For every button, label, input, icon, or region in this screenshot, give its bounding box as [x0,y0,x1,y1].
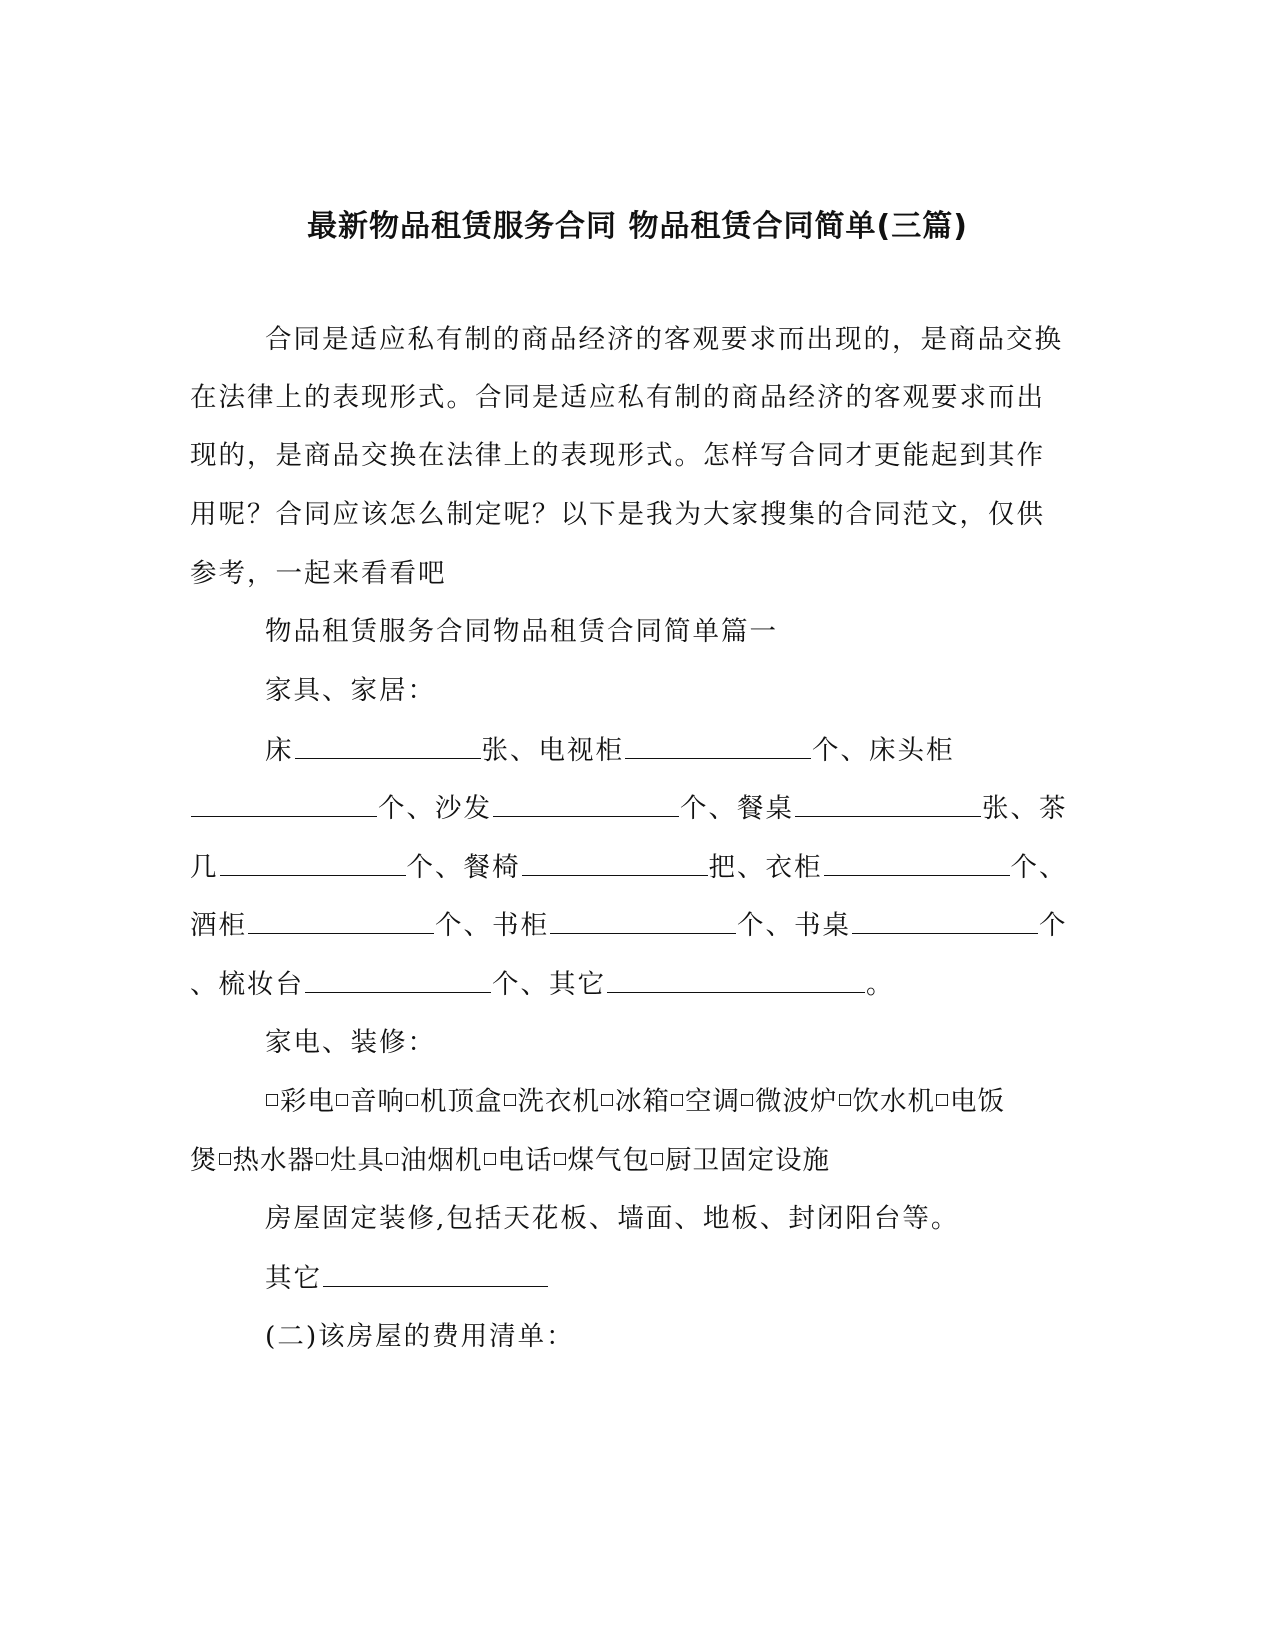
label-unit-2: 个 [1039,910,1068,941]
label-sofa: 个、沙发 [378,793,492,824]
appliance-label: 油烟机 [400,1145,483,1176]
appliance-checkbox[interactable] [484,1153,496,1165]
furniture-line-5 [190,966,895,1003]
intro-line-2: 在法律上的表现形式。合同是适应私有制的商品经济的客观要求而出 [190,382,1045,413]
label-wardrobe: 把、衣柜 [708,852,823,883]
appliance-label: 饮水机 [852,1086,935,1117]
appliance-checkbox[interactable] [504,1094,516,1106]
label-bookcase: 个、书柜 [435,910,549,941]
appliance-checkbox[interactable] [406,1094,418,1106]
appliance-label: 彩电 [280,1086,335,1117]
intro-line-3: 现的，是商品交换在法律上的表现形式。怎样写合同才更能起到其作 [190,440,1045,471]
dresser-blank[interactable] [305,966,491,993]
label-dining-chair: 个、餐椅 [406,852,521,883]
appliances-line-2 [190,1143,830,1179]
appliance-checkbox[interactable] [839,1094,851,1106]
appliance-label: 微波炉 [755,1086,838,1117]
tea-table-blank[interactable] [220,849,406,876]
appliance-label: 电话 [497,1145,553,1176]
appliance-checkbox[interactable] [266,1094,278,1106]
appliance-checkbox[interactable] [601,1094,613,1106]
other-furniture-blank[interactable] [607,966,865,993]
label-dresser: 、梳妆台 [190,969,304,1000]
period: 。 [866,969,895,1000]
appliance-checkbox[interactable] [671,1094,683,1106]
appliance-label: 煲 [190,1145,218,1176]
appliance-checkbox[interactable] [554,1153,566,1165]
intro-line-5: 参考，一起来看看吧 [190,558,447,589]
label-desk: 个、书桌 [737,910,851,941]
dining-table-blank[interactable] [795,790,981,817]
appliance-label: 机顶盒 [420,1086,503,1117]
appliance-checkbox[interactable] [741,1094,753,1106]
appliances-line-1 [265,1084,1005,1120]
label-other: 其它 [265,1263,322,1294]
label-wine-cabinet: 酒柜 [190,910,247,941]
furniture-line-4 [190,907,1068,944]
tv-cabinet-blank[interactable] [625,732,811,759]
intro-line-4: 用呢？合同应该怎么制定呢？以下是我为大家搜集的合同范文，仅供 [190,499,1045,530]
furniture-line-3 [190,849,1068,886]
label-nightstand: 个、床头柜 [812,735,955,766]
appliance-checkbox[interactable] [219,1153,231,1165]
appliance-checkbox[interactable] [651,1153,663,1165]
appliance-checkbox[interactable] [936,1094,948,1106]
wine-cabinet-blank[interactable] [248,907,434,934]
label-tea-table-part2: 几 [190,852,219,883]
furniture-heading: 家具、家居： [265,675,436,706]
bookcase-blank[interactable] [550,907,736,934]
appliance-label: 冰箱 [615,1086,670,1117]
decoration-line: 房屋固定装修,包括天花板、墙面、地板、封闭阳台等。 [265,1203,960,1234]
wardrobe-blank[interactable] [824,849,1010,876]
label-unit-1: 个、 [1010,852,1068,883]
label-tea-table-part1: 张、茶 [982,793,1068,824]
bed-blank[interactable] [295,732,481,759]
appliances-heading: 家电、装修： [265,1027,436,1058]
desk-blank[interactable] [852,907,1038,934]
appliance-checkbox[interactable] [336,1094,348,1106]
appliance-checkbox[interactable] [316,1153,328,1165]
nightstand-blank[interactable] [191,790,377,817]
appliance-label: 电饭 [950,1086,1005,1117]
furniture-line-1 [265,732,955,769]
other-blank[interactable] [323,1260,548,1287]
section-title: 物品租赁服务合同物品租赁合同简单篇一 [265,616,778,647]
dining-chair-blank[interactable] [522,849,708,876]
appliance-label: 音响 [350,1086,405,1117]
label-tv-cabinet: 张、电视柜 [481,735,624,766]
label-bed: 床 [265,735,294,766]
furniture-line-2 [190,790,1068,827]
other-line [265,1260,549,1297]
appliance-label: 厨卫固定设施 [665,1145,830,1176]
appliance-checkbox[interactable] [386,1153,398,1165]
fees-heading: (二)该房屋的费用清单： [265,1321,575,1352]
appliance-label: 洗衣机 [517,1086,600,1117]
sofa-blank[interactable] [493,790,679,817]
intro-line-1: 合同是适应私有制的商品经济的客观要求而出现的，是商品交换 [265,324,1063,355]
label-other-furniture: 个、其它 [492,969,606,1000]
label-dining-table: 个、餐桌 [680,793,794,824]
appliance-label: 灶具 [330,1145,385,1176]
appliance-label: 煤气包 [567,1145,650,1176]
appliance-label: 空调 [685,1086,740,1117]
appliance-label: 热水器 [232,1145,315,1176]
document-title: 最新物品租赁服务合同 物品租赁合同简单(三篇) [307,209,968,244]
